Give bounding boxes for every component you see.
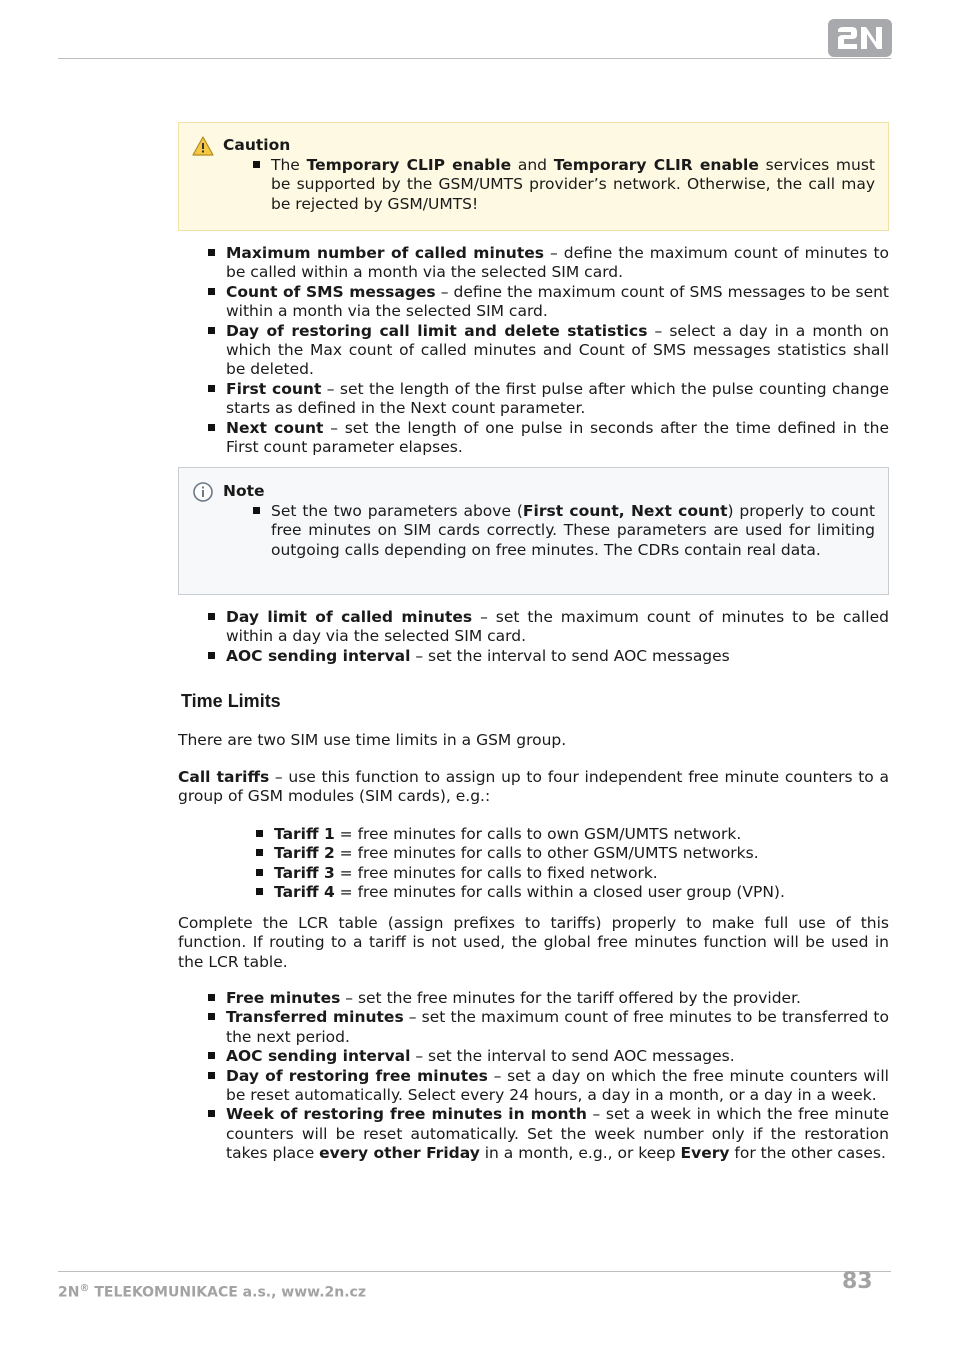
list-item: Tariff 4 = free minutes for calls within a closed user group (VPN). bbox=[274, 883, 874, 902]
2n-logo bbox=[828, 19, 892, 57]
note-title: Note bbox=[223, 482, 265, 501]
list-item: Count of SMS messages – define the maximum count of SMS messages to be sent within a month via the selected SIM card. bbox=[226, 282, 890, 321]
footer-rule bbox=[58, 1271, 891, 1272]
call-tariffs-paragraph: Call tariffs – use this function to assign up to four independent free minute counters to a group of GSM modules (SIM cards), e.g.: bbox=[178, 768, 889, 806]
caution-title: Caution bbox=[223, 136, 291, 155]
intro-paragraph: There are two SIM use time limits in a GSM group. bbox=[178, 731, 567, 749]
list-item: Day of restoring free minutes – set a day on which the free minute counters will be reset automatically. Select every 24 hours, a day in a month, or a day in a week. bbox=[226, 1066, 889, 1105]
caution-box bbox=[178, 122, 889, 231]
2n-logo-glyph bbox=[835, 25, 885, 51]
note-box bbox=[178, 467, 889, 595]
section-title: Time Limits bbox=[181, 691, 281, 711]
list-item: Next count – set the length of one pulse in seconds after the time defined in the First count parameter elapses. bbox=[226, 418, 889, 457]
list-item: First count – set the length of the first pulse after which the pulse counting change starts as defined in the Next count parameter. bbox=[226, 379, 889, 418]
list-item: Tariff 2 = free minutes for calls to other GSM/UMTS networks. bbox=[274, 844, 874, 863]
footer-text: 2N® TELEKOMUNIKACE a.s., www.2n.cz bbox=[58, 1283, 366, 1301]
list-item: AOC sending interval – set the interval to send AOC messages. bbox=[226, 1047, 889, 1066]
parameter-list-3 bbox=[226, 989, 889, 1164]
page-number: 83 bbox=[842, 1269, 873, 1294]
list-item: Day limit of called minutes – set the maximum count of minutes to be called within a day via the selected SIM card. bbox=[226, 608, 889, 646]
caution-item: The Temporary CLIP enable and Temporary CLIR enable services must be supported by the GSM/UMTS provider’s network. Otherwise, the call may be rejected by GSM/UMTS! bbox=[271, 156, 876, 213]
parameter-list-1 bbox=[226, 244, 889, 457]
lcr-paragraph: Complete the LCR table (assign prefixes to tariffs) properly to make full use of this function. If routing to a tariff is not used, the global free minutes function will be used in the LCR table. bbox=[178, 914, 889, 971]
list-item: Tariff 1 = free minutes for calls to own GSM/UMTS network. bbox=[274, 825, 874, 844]
header-rule bbox=[58, 58, 891, 59]
tariff-list bbox=[274, 825, 874, 903]
list-item: Free minutes – set the free minutes for the tariff offered by the provider. bbox=[226, 989, 889, 1008]
note-item: Set the two parameters above (First count, Next count) properly to count free minutes on SIM cards correctly. These parameters are used for limiting outgoing calls depending on free minutes. The CDRs contain real data. bbox=[271, 502, 876, 559]
list-item: Transferred minutes – set the maximum count of free minutes to be transferred to the next period. bbox=[226, 1008, 889, 1046]
list-item: AOC sending interval – set the interval to send AOC messages bbox=[226, 647, 889, 666]
warning-triangle-icon bbox=[192, 135, 214, 157]
list-item: Maximum number of called minutes – define the maximum count of minutes to be called within a month via the selected SIM card. bbox=[226, 244, 890, 282]
list-item: Day of restoring call limit and delete statistics – select a day in a month on which the Max count of called minutes and Count of SMS messages statistics shall be deleted. bbox=[226, 321, 889, 379]
list-item: Tariff 3 = free minutes for calls to fixed network. bbox=[274, 864, 874, 883]
list-item: Week of restoring free minutes in month – set a week in which the free minute counters will be reset automatically. Set the week number only if the restoration takes place every other Friday in a month, e.g., or keep Every for the other cases. bbox=[226, 1105, 889, 1163]
info-circle-icon bbox=[192, 481, 214, 503]
parameter-list-2 bbox=[226, 608, 889, 666]
